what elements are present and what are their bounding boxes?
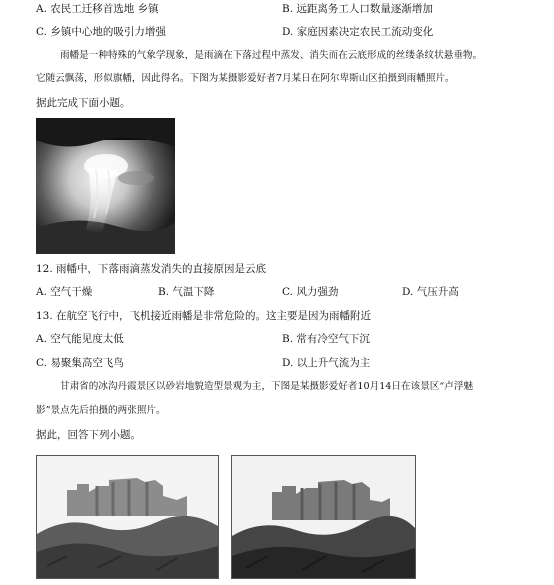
q12-stem: 12. 雨幡中，下落雨滴蒸发消失的直接原因是云底 <box>36 263 267 275</box>
q12-option-a: A. 空气干燥 <box>36 286 93 298</box>
danxia-photo-1 <box>36 455 219 579</box>
danxia-photo-2 <box>231 455 416 579</box>
passage1-line1: 雨幡是一种特殊的气象学现象，是雨滴在下落过程中蒸发、消失而在云底形成的丝缕条纹状悬垂物。 <box>60 50 483 61</box>
q13-option-d: D. 以上升气流为主 <box>282 357 371 369</box>
q13-option-c: C. 易聚集高空飞鸟 <box>36 357 124 369</box>
passage1-line2: 它随云飘荡，形似旗幡，因此得名。下图为某摄影爱好者7月某日在阿尔卑斯山区拍摄到雨幡照片。 <box>36 73 455 84</box>
option-c-top: C. 乡镇中心地的吸引力增强 <box>36 26 166 38</box>
passage2-line2: 影”景点先后拍摄的两张照片。 <box>36 405 166 416</box>
option-d-top: D. 家庭因素决定农民工流动变化 <box>282 26 434 38</box>
instruction-1: 据此完成下面小题。 <box>36 97 131 109</box>
passage2-line1: 甘肃省的冰沟丹霞景区以砂岩地貌造型景观为主，下图是某摄影爱好者10月14日在该景区“卢浮魅 <box>60 381 474 392</box>
q13-option-a: A. 空气能见度太低 <box>36 333 124 345</box>
option-b-top: B. 远距离务工人口数量逐渐增加 <box>282 3 433 15</box>
q13-stem: 13. 在航空飞行中，飞机接近雨幡是非常危险的。这主要是因为雨幡附近 <box>36 310 372 322</box>
option-a-top: A. 农民工迁移首选地 乡镇 <box>36 3 159 15</box>
virga-photo <box>36 118 175 254</box>
instruction-2: 据此，回答下列小题。 <box>36 429 141 441</box>
q12-option-d: D. 气压升高 <box>402 286 459 298</box>
q12-option-c: C. 风力强劲 <box>282 286 339 298</box>
q13-option-b: B. 常有冷空气下沉 <box>282 333 370 345</box>
q12-option-b: B. 气温下降 <box>158 286 215 298</box>
